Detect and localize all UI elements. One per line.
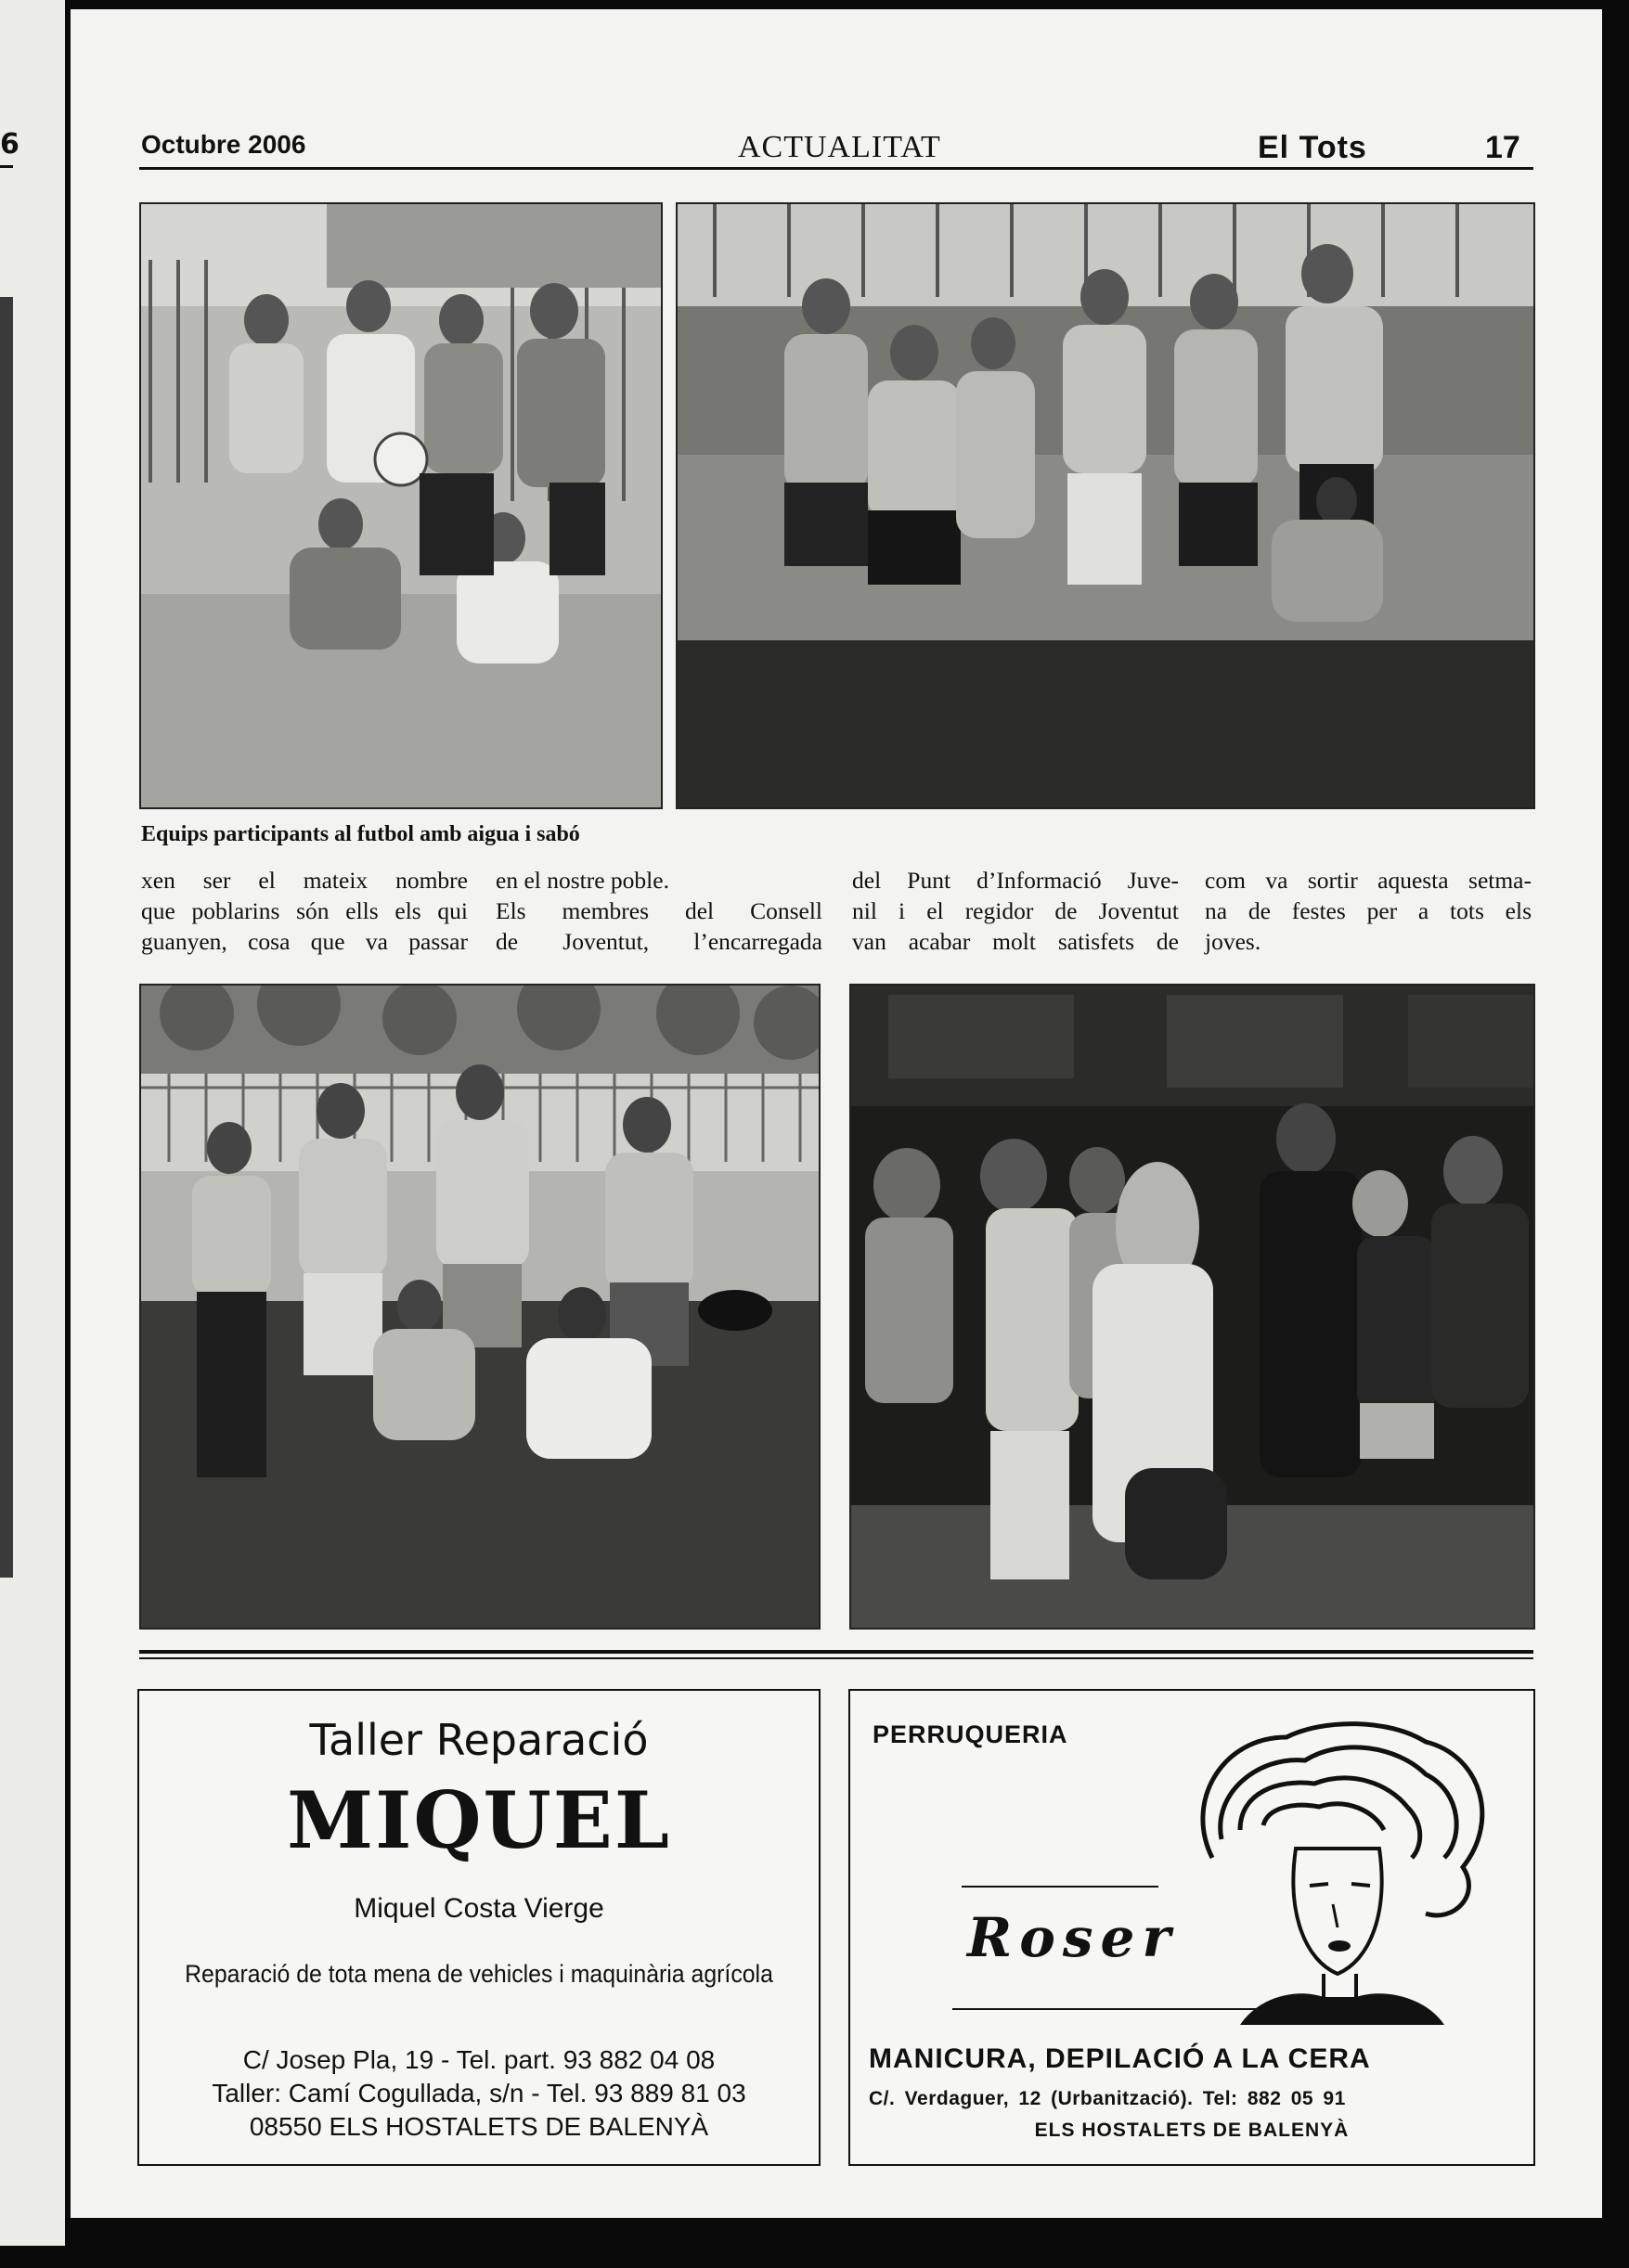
night-party-photo-icon (851, 986, 1533, 1628)
ad-taller-name: MIQUEL (287, 1774, 671, 1866)
pool-group-photo-icon (141, 986, 819, 1628)
ad-perruqueria-roser (848, 1689, 1535, 2166)
ad-taller-description: Reparació de tota mena de vehicles i maquinària agrícola (185, 1960, 773, 1988)
wet-boys-photo-icon (678, 204, 1533, 807)
article-column-2 (496, 865, 822, 957)
ad-perruqueria-name: Roser (967, 1906, 1178, 1969)
article-line: guanyen, cosa que va passar (141, 928, 468, 955)
team-photo-icon (141, 204, 661, 807)
ad-taller-miquel (137, 1689, 821, 2166)
photo-night-party (849, 984, 1535, 1630)
article-line: de Joventut, l’encarregada (496, 928, 822, 955)
ad-taller-title: Taller Reparació (309, 1715, 649, 1765)
ad-taller-owner: Miquel Costa Vierge (354, 1893, 604, 1924)
previous-page-photo-edge (0, 297, 13, 1578)
article-line: xen ser el mateix nombre (141, 867, 468, 894)
ad-taller-address-line: 08550 ELS HOSTALETS DE BALENYÀ (249, 2112, 709, 2141)
article-line: que poblarins són ells els qui (141, 897, 468, 924)
article-column-1 (141, 865, 468, 957)
photo-caption: Equips participants al futbol amb aigua i sabó (141, 822, 580, 846)
article-line: del Punt d’Informació Juve- (852, 867, 1179, 894)
ad-taller-address-line: C/ Josep Pla, 19 - Tel. part. 93 882 04 08 (242, 2045, 716, 2074)
header-date: Octubre 2006 (141, 130, 306, 159)
previous-page-number: 6 (0, 128, 19, 161)
ad-perruqueria-services: MANICURA, DEPILACIÓ A LA CERA (869, 2043, 1371, 2074)
article-line: Els membres del Consell (496, 897, 822, 924)
header-rule (139, 167, 1533, 170)
header-publication: El Tots (1258, 130, 1367, 165)
previous-page-edge (0, 0, 65, 2246)
woman-face-icon (1184, 1719, 1491, 2025)
photo-pool-group (139, 984, 821, 1630)
ad-perruqueria-address: C/. Verdaguer, 12 (Urbanització). Tel: 882 05 91 (869, 2088, 1346, 2109)
article-line: van acabar molt satisfets de (852, 928, 1179, 955)
article-line: na de festes per a tots els (1205, 897, 1532, 924)
header-section: ACTUALITAT (738, 130, 941, 164)
article-line: nil i el regidor de Joventut (852, 897, 1179, 924)
ad-perruqueria-rule-top (962, 1886, 1158, 1888)
article-line: com va sortir aquesta setma- (1205, 867, 1532, 894)
ad-perruqueria-label: PERRUQUERIA (873, 1720, 1068, 1748)
ad-perruqueria-town: ELS HOSTALETS DE BALENYÀ (1034, 2120, 1350, 2141)
article-column-4 (1205, 865, 1532, 957)
section-divider-bottom (139, 1657, 1533, 1659)
section-divider-top (139, 1650, 1533, 1654)
ad-taller-address-line: Taller: Camí Cogullada, s/n - Tel. 93 889 81 03 (212, 2079, 746, 2107)
article-line: joves. (1205, 928, 1261, 955)
ad-taller-address (139, 2043, 819, 2144)
photo-wet-boys (676, 202, 1535, 809)
previous-page-rule (0, 165, 13, 168)
article-line: en el nostre poble. (496, 867, 669, 894)
photo-team-with-ball (139, 202, 663, 809)
header-page-number: 17 (1485, 130, 1520, 165)
article-column-3 (852, 865, 1179, 957)
